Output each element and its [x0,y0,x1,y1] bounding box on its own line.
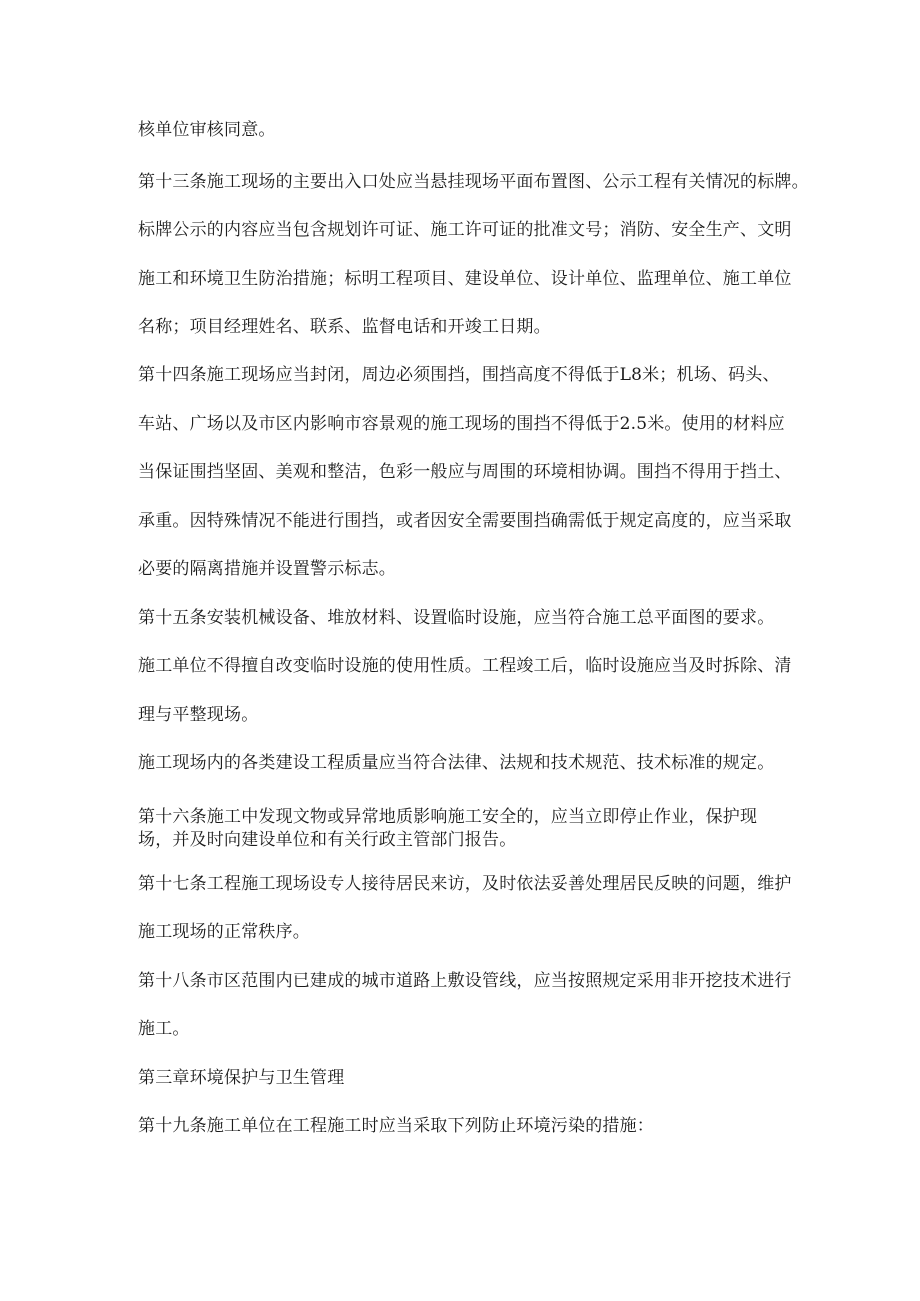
text-line: 第十三条施工现场的主要出入口处应当悬挂现场平面布置图、公示工程有关情况的标牌。 [138,172,809,192]
section-heading: 第三章环境保护与卫生管理 [138,1068,345,1088]
text-line: 第十五条安装机械设备、堆放材料、设置临时设施，应当符合施工总平面图的要求。 [138,608,775,628]
text-line: 第十四条施工现场应当封闭，周边必须围挡，围挡高度不得低于L8米；机场、码头、 [138,365,780,385]
text-line: 标牌公示的内容应当包含规划许可证、施工许可证的批准文号；消防、安全生产、文明 [138,220,792,240]
text-line: 承重。因特殊情况不能进行围挡，或者因安全需要围挡确需低于规定高度的，应当采取 [138,511,792,531]
text-line: 必要的隔离措施并设置警示标志。 [138,559,396,579]
text-line: 当保证围挡坚固、美观和整洁，色彩一般应与周围的环境相协调。围挡不得用于挡土、 [138,462,792,482]
text-line: 第十六条施工中发现文物或异常地质影响施工安全的，应当立即停止作业，保护现 [138,807,758,827]
text-line: 第十七条工程施工现场设专人接待居民来访，及时依法妥善处理居民反映的问题，维护 [138,874,792,894]
text-line: 第十八条市区范围内已建成的城市道路上敷设管线，应当按照规定采用非开挖技术进行 [138,971,792,991]
text-line: 场，并及时向建设单位和有关行政主管部门报告。 [138,830,517,850]
text-line: 施工现场内的各类建设工程质量应当符合法律、法规和技术规范、技术标准的规定。 [138,753,775,773]
text-line: 第十九条施工单位在工程施工时应当采取下列防止环境污染的措施： [138,1116,654,1136]
text-line: 施工单位不得擅自改变临时设施的使用性质。工程竣工后，临时设施应当及时拆除、清 [138,656,792,676]
text-line: 车站、广场以及市区内影响市容景观的施工现场的围挡不得低于2.5米。使用的材料应 [138,414,785,434]
text-line: 施工。 [138,1019,190,1039]
text-line: 施工现场的正常秩序。 [138,922,310,942]
text-line: 理与平整现场。 [138,705,259,725]
text-line: 名称；项目经理姓名、联系、监督电话和开竣工日期。 [138,317,551,337]
text-line: 核单位审核同意。 [138,120,276,140]
text-line: 施工和环境卫生防治措施；标明工程项目、建设单位、设计单位、监理单位、施工单位 [138,269,792,289]
